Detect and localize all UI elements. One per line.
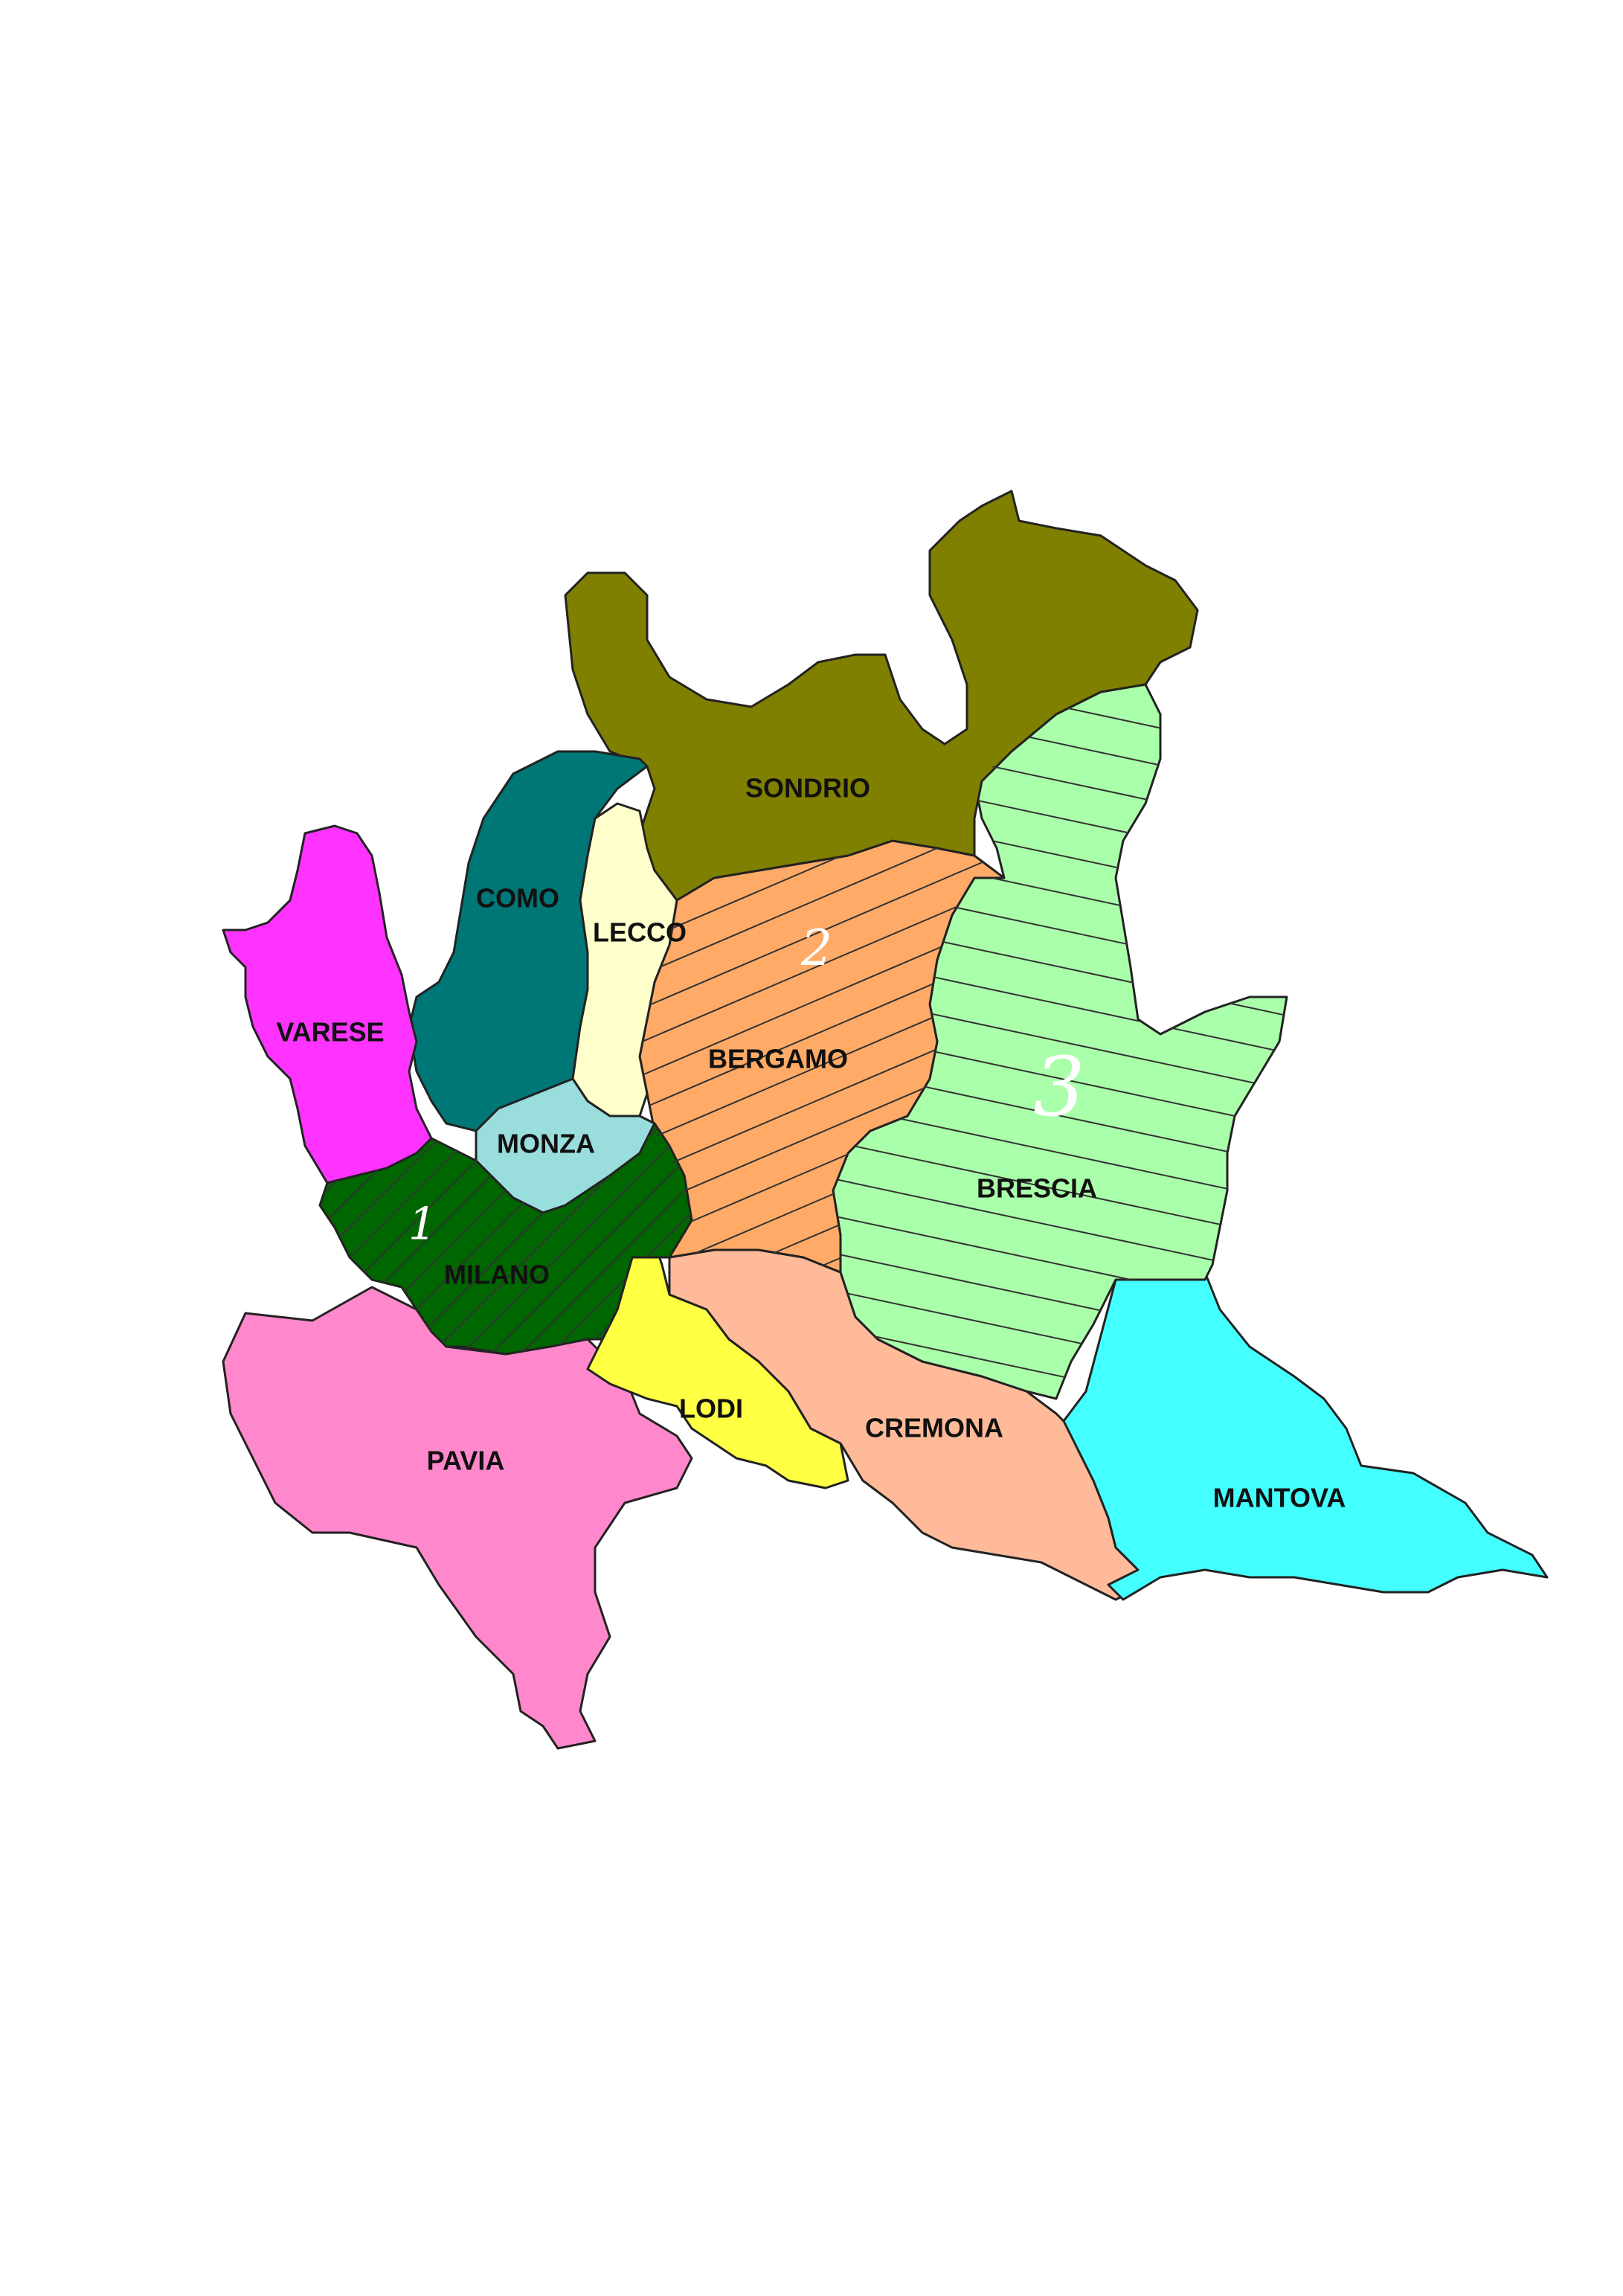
label-brescia: BRESCIA xyxy=(976,1173,1098,1204)
marker-3: 3 xyxy=(1033,1039,1085,1135)
label-lodi: LODI xyxy=(679,1393,743,1424)
label-cremona: CREMONA xyxy=(865,1412,1003,1443)
hatch-line xyxy=(818,1585,1339,1696)
label-pavia: PAVIA xyxy=(426,1445,505,1476)
hatch-line xyxy=(818,1696,1339,1808)
label-monza: MONZA xyxy=(497,1128,595,1159)
label-milano: MILANO xyxy=(444,1259,550,1290)
label-varese: VARESE xyxy=(276,1016,385,1048)
hatch-line xyxy=(818,1808,1339,1920)
province-mantova[interactable] xyxy=(1064,1272,1547,1600)
hatch-line xyxy=(818,1771,1339,1882)
label-bergamo: BERGAMO xyxy=(708,1043,848,1074)
marker-2: 2 xyxy=(801,920,832,977)
hatch-line xyxy=(818,1734,1339,1845)
label-mantova: MANTOVA xyxy=(1212,1482,1346,1513)
hatch-line xyxy=(818,1622,1339,1734)
hatch-line xyxy=(818,1659,1339,1771)
label-sondrio: SONDRIO xyxy=(745,772,871,804)
marker-1: 1 xyxy=(408,1198,437,1251)
label-como: COMO xyxy=(476,882,559,914)
label-lecco: LECCO xyxy=(593,917,687,948)
province-varese[interactable] xyxy=(223,826,431,1183)
